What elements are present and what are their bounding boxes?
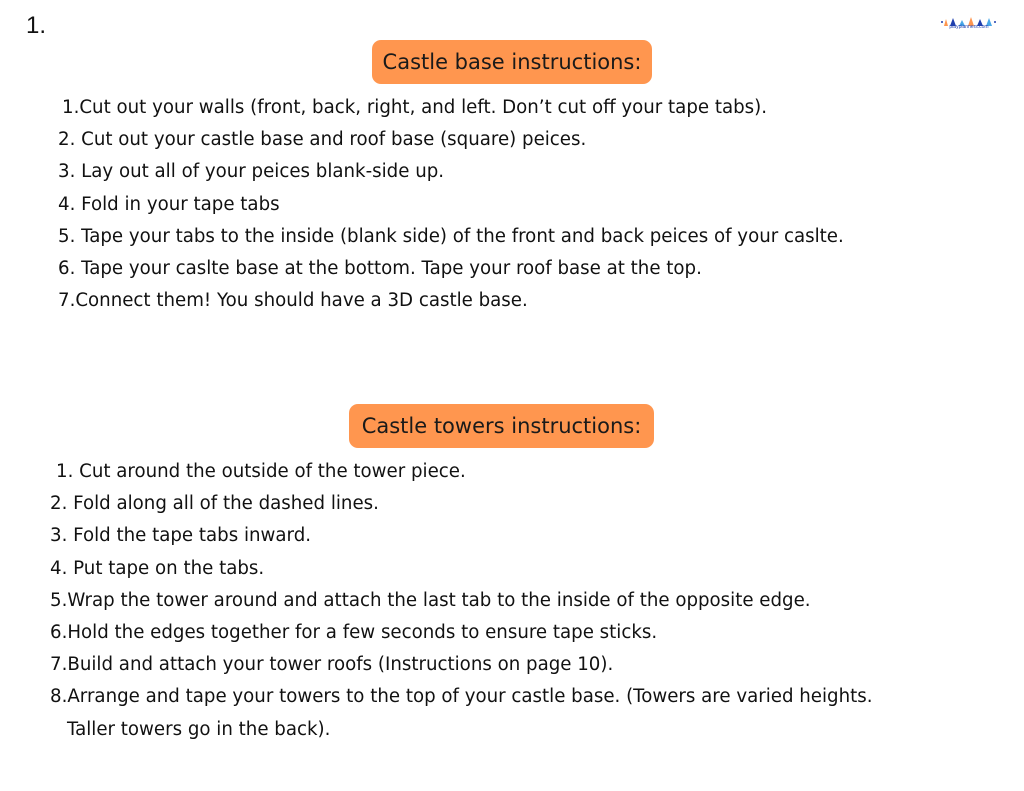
list-item	[50, 585, 873, 617]
step-number: 8.	[50, 686, 68, 708]
list-item	[58, 189, 844, 221]
page-number: 1.	[26, 12, 47, 39]
step-text: Arrange and tape your towers to the top of your castle base. (Towers are varied heights.	[67, 686, 873, 708]
step-text: Lay out all of your peices blank-side up.	[75, 161, 445, 183]
list-item	[50, 553, 873, 585]
step-number: 5.	[50, 589, 68, 611]
step-number: 7.	[50, 654, 68, 676]
step-text: Cut around the outside of the tower piece.	[73, 461, 466, 482]
list-item	[58, 221, 844, 253]
step-text: Build and attach your tower roofs (Instructions on page 10).	[67, 654, 614, 676]
list-item	[58, 124, 844, 156]
list-item	[58, 92, 844, 124]
step-text: Wrap the tower around and attach the last tab to the inside of the opposite edge.	[67, 589, 811, 611]
step-text: Cut out your castle base and roof base (square) peices.	[75, 129, 587, 151]
step-continuation: Taller towers go in the back).	[67, 718, 331, 740]
step-text: Fold the tape tabs inward.	[67, 525, 312, 547]
list-item	[50, 649, 873, 681]
step-text: Tape your tabs to the inside (blank side) of the front and back peices of your caslte.	[75, 225, 844, 247]
step-text: Connect them! You should have a 3D castle base.	[75, 290, 528, 312]
castle-base-steps	[58, 92, 844, 317]
playplanners-logo	[940, 16, 998, 36]
step-text: Hold the edges together for a few seconds to ensure tape sticks.	[67, 621, 658, 643]
list-item	[50, 617, 873, 649]
logo-text: playplanners.com	[949, 24, 989, 30]
step-number: 4.	[50, 557, 68, 579]
list-item	[50, 488, 873, 520]
step-number: 3.	[50, 525, 68, 547]
step-text: Fold along all of the dashed lines.	[67, 493, 379, 515]
castle-towers-heading: Castle towers instructions:	[349, 404, 654, 448]
step-number: 1.	[62, 97, 80, 118]
list-item	[50, 456, 873, 488]
step-number: 2.	[58, 129, 76, 151]
step-text: Fold in your tape tabs	[75, 193, 280, 215]
list-item	[50, 681, 873, 713]
step-text: Tape your caslte base at the bottom. Tape your roof base at the top.	[75, 257, 702, 279]
castle-base-heading: Castle base instructions:	[372, 40, 652, 84]
step-number: 6.	[58, 257, 76, 279]
step-number: 2.	[50, 493, 68, 515]
list-item	[58, 156, 844, 188]
step-number: 4.	[58, 193, 76, 215]
step-text: Put tape on the tabs.	[67, 557, 265, 579]
list-item	[58, 285, 844, 317]
step-text: Cut out your walls (front, back, right, and left. Don’t cut off your tape tabs).	[79, 97, 768, 118]
step-number: 1.	[56, 461, 74, 482]
step-number: 3.	[58, 161, 76, 183]
step-number: 6.	[50, 621, 68, 643]
list-item	[50, 520, 873, 552]
step-number: 5.	[58, 225, 76, 247]
list-item	[58, 253, 844, 285]
step-number: 7.	[58, 290, 76, 312]
castle-towers-steps	[50, 456, 873, 746]
